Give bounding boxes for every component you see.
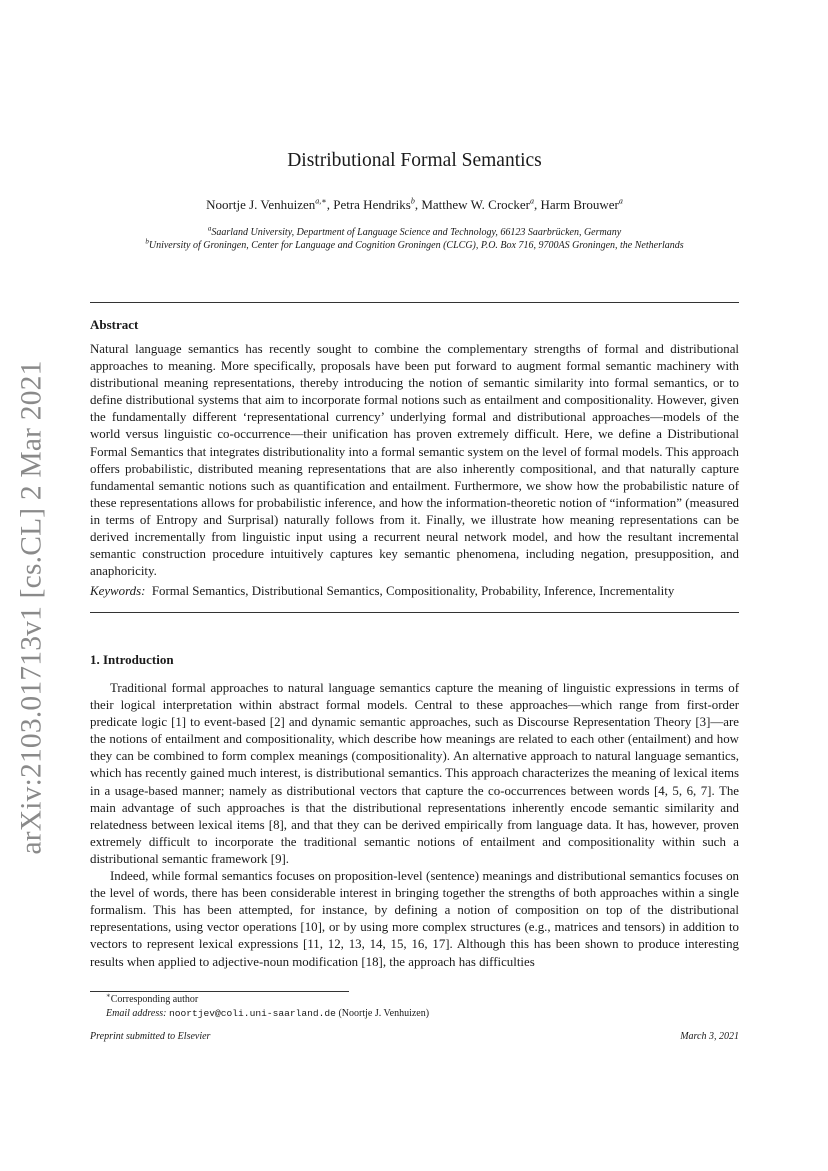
- introduction-body: [90, 680, 739, 971]
- author-separator: ,: [326, 197, 334, 212]
- header-divider: [90, 302, 739, 303]
- author-affiliation-mark: a,∗: [315, 196, 327, 206]
- footnote-corresponding: [90, 991, 739, 1005]
- affiliation-mark: a: [207, 224, 212, 233]
- author-list: [90, 197, 739, 213]
- author-separator: ,: [414, 197, 422, 212]
- abstract-heading: Abstract: [90, 317, 139, 332]
- affiliation-mark: b: [145, 237, 149, 246]
- affiliation: [90, 224, 739, 238]
- email-owner: (Noortje J. Venhuizen): [338, 1008, 430, 1019]
- footer-date: March 3, 2021: [680, 1031, 739, 1042]
- author-affiliation-mark: a: [618, 196, 623, 206]
- email-address: noortjev@coli.uni-saarland.de: [168, 1008, 336, 1019]
- author-name: Petra Hendriks: [333, 197, 411, 212]
- email-label: Email address:: [106, 1008, 167, 1019]
- footnote-mark: ∗: [106, 991, 111, 1000]
- arxiv-identifier-stamp: [12, 360, 52, 855]
- page-footer: [90, 1031, 739, 1042]
- author-name: Harm Brouwer: [540, 197, 619, 212]
- keywords-text: Formal Semantics, Distributional Semantics, Compositionality, Probability, Inference, Incrementality: [151, 584, 675, 598]
- author-affiliation-mark: b: [410, 196, 415, 206]
- body-paragraph: Traditional formal approaches to natural language semantics capture the meaning of linguistic expressions in terms of their logical interpretation within abstract formal models. Central to these approaches—which range from first-order predicate logic [1] to event-based [2] and dynamic semantic approaches, such as Discourse Representation Theory [3]—are the notions of entailment and compositionality, which describe how meanings are related to each other (entailment) and how they can be combined to form complex meanings (compositionality). An alternative approach to natural language semantics, which has recently gained much interest, is distributional semantics. This approach characterizes the meaning of lexical items in a usage-based manner; namely as distributional vectors that capture the co-occurrences between words [4, 5, 6, 7]. The main advantage of such approaches is that the distributional representations inherently encode semantic similarity and relatedness between lexical items [8], and that they can be derived empirically from language data. It has, however, proven extremely difficult to incorporate the traditional semantic notions of entailment and compositionality within such a distributional semantic framework [9].: [90, 681, 739, 866]
- author-separator: ,: [534, 197, 541, 212]
- footnote-email: [90, 1008, 739, 1019]
- arxiv-identifier-text: arXiv:2103.01713v1 [cs.CL] 2 Mar 2021: [15, 360, 48, 855]
- body-paragraph: Indeed, while formal semantics focuses on proposition-level (sentence) meanings and distributional semantics focuses on the level of words, there has been considerable interest in bringing together the strengths of both approaches within a single formalism. This has been attempted, for instance, by defining a notion of composition on top of the distributional representations, using vector operations [10], or by using more complex structures (e.g., matrices and tensors) in addition to vectors to represent lexical expressions [11, 12, 13, 14, 15, 16, 17]. Although this has been shown to produce interesting results when applied to adjective-noun modification [18], the approach has difficulties: [90, 869, 739, 969]
- footnote-text: Corresponding author: [110, 994, 199, 1005]
- abstract-text: Natural language semantics has recently sought to combine the complementary strengths of formal and distributional approaches to meaning. More specifically, proposals have been put forward to augment formal semantic machinery with distributional meaning representations, thereby introducing the notion of semantic similarity into formal semantics, or to define distributional systems that aim to incorporate formal notions such as entailment and compositionality. However, given the fundamentally different ‘representational currency’ underlying formal and distributional approaches—models of the world versus linguistic co-occurrence—their unification has proven extremely difficult. Here, we define a Distributional Formal Semantics that integrates distributionality into a formal semantic system on the level of formal models. This approach offers probabilistic, distributed meaning representations that are also inherently compositional, and that naturally capture fundamental semantic notions such as quantification and entailment. Furthermore, we show how the probabilistic nature of these representations allows for probabilistic inference, and how the information-theoretic notion of “information” (measured in terms of Entropy and Surprisal) naturally follows from it. Finally, we illustrate how meaning representations can be derived incrementally from linguistic input using a recurrent neural network model, and how the resultant incremental semantic construction procedure intuitively captures key semantic phenomena, including negation, presupposition, and anaphoricity.: [90, 342, 739, 579]
- keywords-label: Keywords:: [90, 584, 146, 598]
- author-affiliation-mark: a: [530, 196, 535, 206]
- footer-preprint-note: Preprint submitted to Elsevier: [90, 1031, 211, 1042]
- paper-title: Distributional Formal Semantics: [287, 150, 542, 171]
- abstract-divider: [90, 612, 739, 613]
- author-name: Matthew W. Crocker: [421, 197, 531, 212]
- section-heading-introduction: 1. Introduction: [90, 652, 174, 667]
- keywords-line: [90, 584, 739, 599]
- affiliation-text: University of Groningen, Center for Language and Cognition Groningen (CLCG), P.O. Box 716, 9700AS Groningen, the Netherlands: [148, 240, 684, 251]
- author-name: Noortje J. Venhuizen: [206, 197, 316, 212]
- affiliation: [90, 237, 739, 251]
- footnote-divider: [90, 991, 349, 992]
- affiliation-text: Saarland University, Department of Language Science and Technology, 66123 Saarbrücken, Germany: [211, 227, 622, 238]
